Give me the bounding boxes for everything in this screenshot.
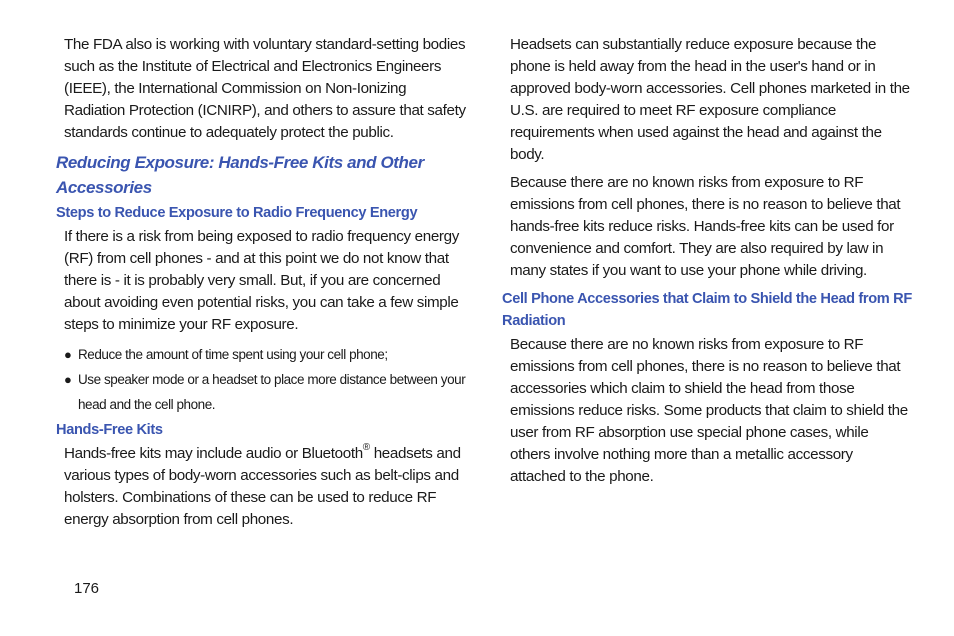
right-column [502,34,912,494]
hands-free-paragraph [64,443,466,531]
shield-heading: Cell Phone Accessories that Claim to Shield the Head from RF Radiation [502,291,912,329]
section-heading: Reducing Exposure: Hands-Free Kits and Other Accessories [56,153,424,197]
hands-free-text-start: Hands-free kits may include audio or Bluetooth [64,445,363,462]
steps-heading: Steps to Reduce Exposure to Radio Frequency Energy [56,205,418,221]
fda-paragraph: The FDA also is working with voluntary standard-setting bodies such as the Institute of Electrical and Electronics Engineers (IEEE), the International Commission on Non-Ionizing Radiation Protection (ICNIRP), and others to assure that safety standards continue to adequately protect the public. [64,36,466,141]
no-known-risks-paragraph: Because there are no known risks from exposure to RF emissions from cell phones, there is no reason to believe that hands-free kits reduce risks. Hands-free kits can be used for convenience and comfort. They are also required by law in many states if you want to use your phone while driving. [510,174,901,279]
headsets-paragraph: Headsets can substantially reduce exposure because the phone is held away from the head in the user's hand or in approved body-worn accessories. Cell phones marketed in the U.S. are required to meet RF exposure compliance requirements when used against the head and against the body. [510,36,910,163]
bullet-text: Use speaker mode or a headset to place more distance between your head and the cell phone. [78,372,466,412]
hands-free-heading: Hands-Free Kits [56,422,163,438]
bullet-text: Reduce the amount of time spent using your cell phone; [78,347,388,362]
page-number: 176 [74,580,100,597]
left-column [56,34,466,537]
bullet-icon: ● [64,347,72,362]
bullet-item [64,367,466,417]
registered-mark: ® [362,441,370,453]
hands-free-text-end: headsets and various types of body-worn accessories such as belt-clips and holsters. Combinations of these can be used to reduce RF energy absorption from cell phones. [64,445,461,528]
bullet-item [64,342,466,367]
shield-paragraph: Because there are no known risks from exposure to RF emissions from cell phones, there is no reason to believe that accessories which claim to shield the head from those emissions reduce risks. Some products that claim to shield the user from RF absorption use special phone cases, while others involve nothing more than a metallic accessory attached to the phone. [510,336,908,485]
steps-paragraph: If there is a risk from being exposed to radio frequency energy (RF) from cell phones - and at this point we do not know that there is - it is probably very small. But, if you are concerned about avoiding even potential risks, you can take a few simple steps to minimize your RF exposure. [64,228,459,333]
bullet-icon: ● [64,372,72,387]
steps-bullet-list [64,342,466,417]
